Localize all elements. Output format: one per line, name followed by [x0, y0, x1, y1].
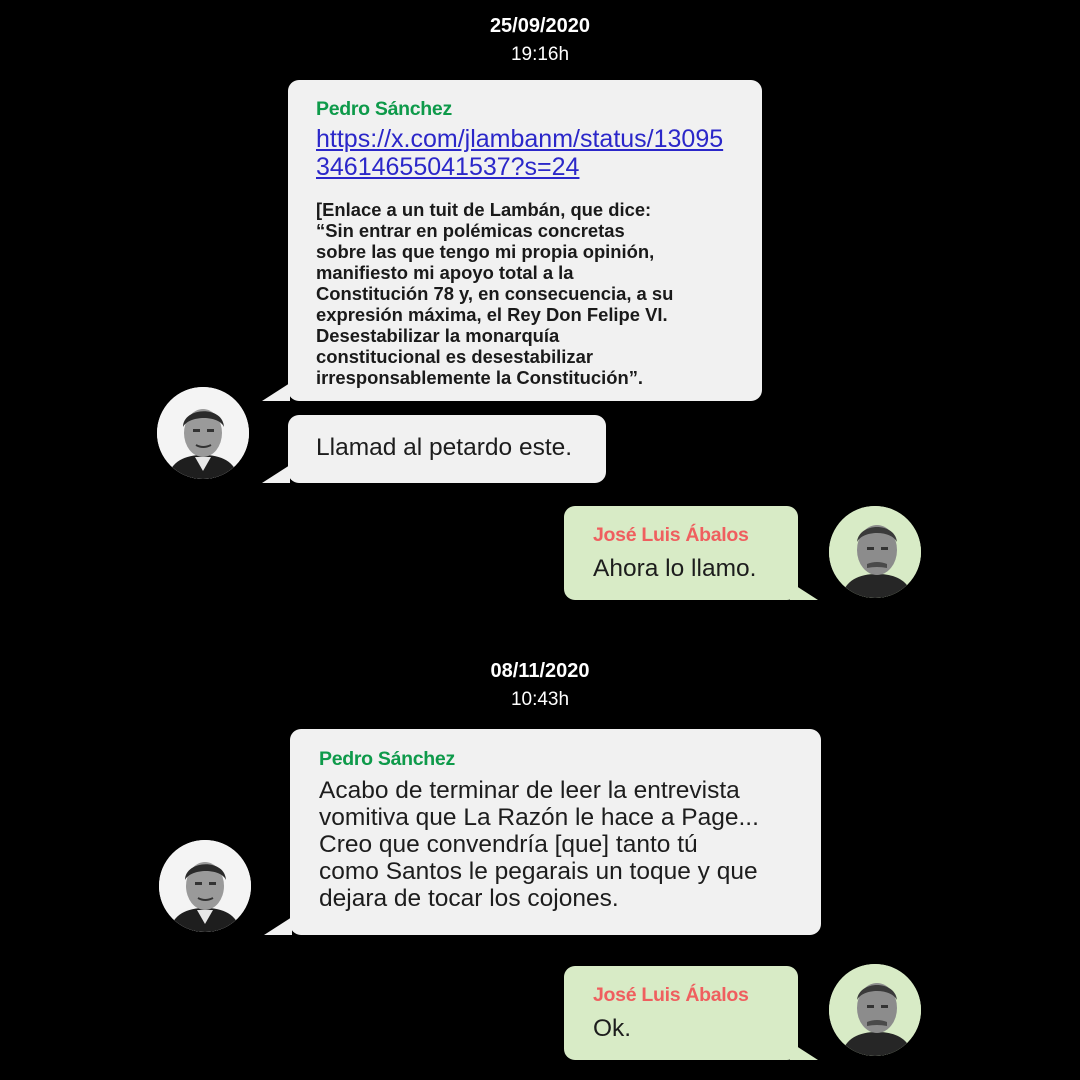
bubble-tail — [264, 917, 292, 935]
date-header-1 — [0, 14, 1080, 67]
time-label: 19:16h — [510, 44, 570, 65]
sender-name: José Luis Ábalos — [593, 984, 749, 1006]
message-line: como Santos le pegarais un toque y que — [319, 858, 758, 885]
pedro-sanchez-avatar[interactable] — [157, 387, 249, 479]
message-text: Ahora lo llamo. — [593, 555, 757, 582]
tweet-link[interactable]: https://x.com/jlambanm/status/1309534614655041537?s=24 — [316, 125, 724, 181]
pedro-sanchez-avatar[interactable] — [159, 840, 251, 932]
message-bubble-incoming[interactable] — [290, 729, 821, 935]
note-line: expresión máxima, el Rey Don Felipe VI. — [316, 304, 668, 325]
message-bubble-outgoing[interactable] — [564, 966, 798, 1060]
person-photo-icon — [157, 387, 249, 479]
sender-name: Pedro Sánchez — [316, 98, 452, 120]
time-label: 10:43h — [510, 689, 570, 710]
sender-name: Pedro Sánchez — [319, 748, 455, 770]
note-line: Desestabilizar la monarquía — [316, 325, 560, 346]
note-line: [Enlace a un tuit de Lambán, que dice: — [316, 199, 652, 220]
bubble-tail — [790, 1042, 818, 1060]
message-bubble-outgoing[interactable] — [564, 506, 798, 600]
date-header-2 — [0, 659, 1080, 712]
note-line: Constitución 78 y, en consecuencia, a su — [316, 283, 674, 304]
message-bubble-incoming[interactable] — [288, 80, 762, 401]
message-text: Llamad al petardo este. — [316, 434, 573, 461]
note-line: irresponsablemente la Constitución”. — [316, 367, 644, 388]
message-line: Creo que convendría [que] tanto tú — [319, 831, 698, 858]
date-label: 25/09/2020 — [489, 15, 591, 37]
note-line: manifiesto mi apoyo total a la — [316, 262, 574, 283]
sender-name: José Luis Ábalos — [593, 524, 749, 546]
message-line: Acabo de terminar de leer la entrevista — [319, 777, 740, 804]
bubble-tail — [262, 383, 290, 401]
link-description — [316, 199, 734, 388]
date-label: 08/11/2020 — [490, 660, 590, 682]
note-line: sobre las que tengo mi propia opinión, — [316, 241, 655, 262]
bubble-tail — [262, 465, 290, 483]
bubble-tail — [790, 582, 818, 600]
message-bubble-incoming[interactable] — [288, 415, 606, 483]
person-photo-icon — [829, 506, 921, 598]
message-text: Ok. — [593, 1015, 632, 1042]
person-photo-icon — [829, 964, 921, 1056]
person-photo-icon — [159, 840, 251, 932]
message-line: vomitiva que La Razón le hace a Page... — [319, 804, 759, 831]
jose-luis-abalos-avatar[interactable] — [829, 506, 921, 598]
jose-luis-abalos-avatar[interactable] — [829, 964, 921, 1056]
note-line: “Sin entrar en polémicas concretas — [316, 220, 625, 241]
message-text — [319, 777, 795, 912]
note-line: constitucional es desestabilizar — [316, 346, 593, 367]
message-line: dejara de tocar los cojones. — [319, 885, 619, 912]
